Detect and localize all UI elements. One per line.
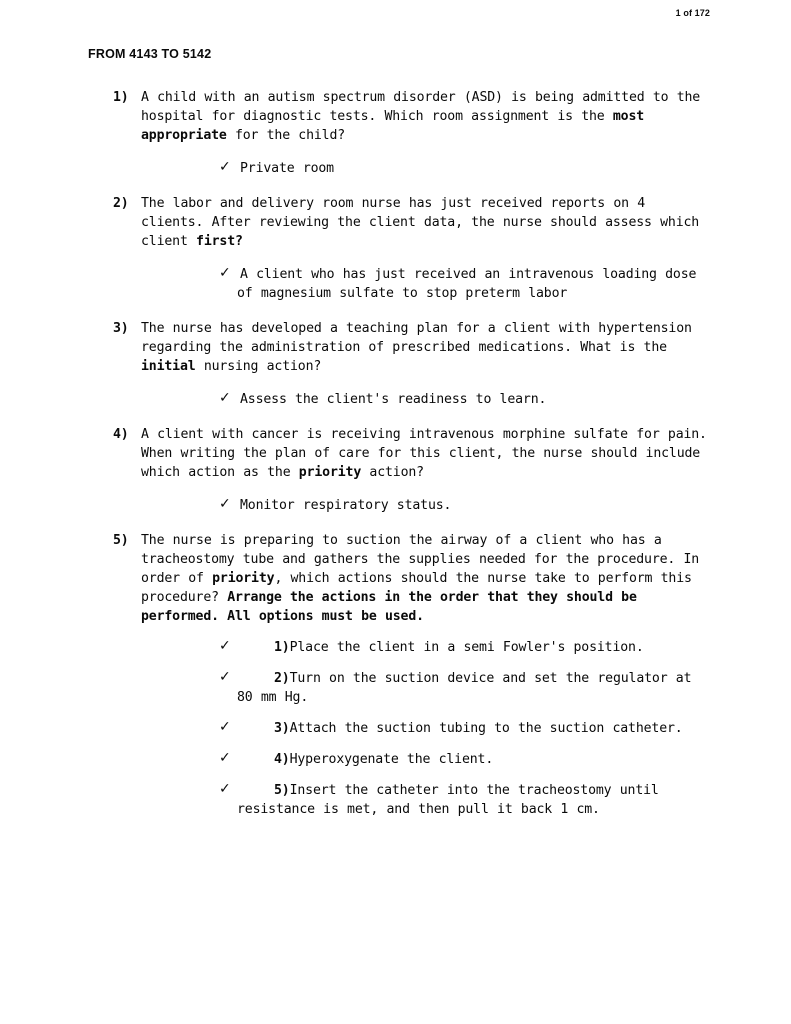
question-text <box>141 321 692 374</box>
check-icon: ✓ <box>219 496 231 512</box>
ordered-option-row[interactable] <box>113 750 713 769</box>
plain-text: , which actions should the nurse take to perform this procedure? <box>141 571 692 605</box>
page-indicator: 1 of 172 <box>675 8 710 18</box>
check-icon: ✓ <box>219 638 231 654</box>
emphasis-text: priority <box>212 571 275 586</box>
answer-row <box>113 390 713 409</box>
check-icon: ✓ <box>219 750 231 766</box>
plain-text: A child with an autism spectrum disorder (ASD) is being admitted to the hospital for diagnostic tests. Which room assignment is the <box>141 90 701 124</box>
question-number: 3) <box>113 321 129 336</box>
answer-text: Private room <box>240 161 334 176</box>
ordered-option-row[interactable] <box>113 638 713 657</box>
answer-row <box>113 496 713 515</box>
emphasis-text: Arrange the actions in the order that they should be performed. All options must be used. <box>141 590 637 624</box>
question <box>113 425 713 482</box>
question <box>113 88 713 145</box>
emphasis-text: first? <box>196 234 243 249</box>
option-number: 3) <box>274 721 290 736</box>
emphasis-text: most appropriate <box>141 109 645 143</box>
option-text: Hyperoxygenate the client. <box>289 752 494 767</box>
plain-text: The nurse is preparing to suction the airway of a client who has a tracheostomy tube and gathers the supplies needed for the procedure. In order of <box>141 533 700 586</box>
plain-text: nursing action? <box>195 359 322 374</box>
question-number: 4) <box>113 427 129 442</box>
check-icon: ✓ <box>219 781 231 797</box>
question-number: 5) <box>113 533 129 548</box>
plain-text: The labor and delivery room nurse has just received reports on 4 clients. After reviewing the client data, the nurse should assess which client <box>141 196 700 249</box>
option-text: Place the client in a semi Fowler's position. <box>289 640 644 655</box>
option-body <box>237 669 713 707</box>
plain-text: A client with cancer is receiving intravenous morphine sulfate for pain. When writing the plan of care for this client, the nurse should include which action as the <box>141 427 707 480</box>
plain-text: The nurse has developed a teaching plan for a client with hypertension regarding the administration of prescribed medications. What is the <box>141 321 692 355</box>
question-text <box>141 427 707 480</box>
option-body <box>237 750 713 769</box>
option-text: Turn on the suction device and set the regulator at 80 mm Hg. <box>237 671 692 705</box>
check-icon: ✓ <box>219 669 231 685</box>
question-text <box>141 90 700 143</box>
plain-text: action? <box>361 465 424 480</box>
option-number: 1) <box>274 640 290 655</box>
option-body <box>237 781 713 819</box>
question <box>113 319 713 376</box>
ordered-option-row[interactable] <box>113 719 713 738</box>
answer-row <box>113 265 713 303</box>
check-icon: ✓ <box>219 390 231 406</box>
question-list <box>113 88 713 831</box>
option-body <box>237 719 713 738</box>
option-text: Insert the catheter into the tracheostomy until resistance is met, and then pull it back 1 cm. <box>237 783 659 817</box>
option-text: Attach the suction tubing to the suction catheter. <box>289 721 683 736</box>
question <box>113 531 713 626</box>
option-number: 5) <box>274 783 290 798</box>
check-icon: ✓ <box>219 719 231 735</box>
emphasis-text: initial <box>141 359 196 374</box>
question-number: 1) <box>113 90 129 105</box>
plain-text: for the child? <box>226 128 346 143</box>
emphasis-text: priority <box>298 465 362 480</box>
check-icon: ✓ <box>219 265 231 281</box>
option-number: 2) <box>274 671 290 686</box>
question-text <box>141 196 699 249</box>
answer-text: Monitor respiratory status. <box>240 498 452 513</box>
answer-row <box>113 159 713 178</box>
question <box>113 194 713 251</box>
question-text <box>141 533 699 624</box>
answer-text: A client who has just received an intravenous loading dose of magnesium sulfate to stop preterm labor <box>237 267 697 301</box>
option-body <box>237 638 713 657</box>
document-title: FROM 4143 TO 5142 <box>88 47 212 61</box>
answer-text: Assess the client's readiness to learn. <box>240 392 547 407</box>
ordered-option-row[interactable] <box>113 669 713 707</box>
option-number: 4) <box>274 752 290 767</box>
check-icon: ✓ <box>219 159 231 175</box>
ordered-option-row[interactable] <box>113 781 713 819</box>
question-number: 2) <box>113 196 129 211</box>
